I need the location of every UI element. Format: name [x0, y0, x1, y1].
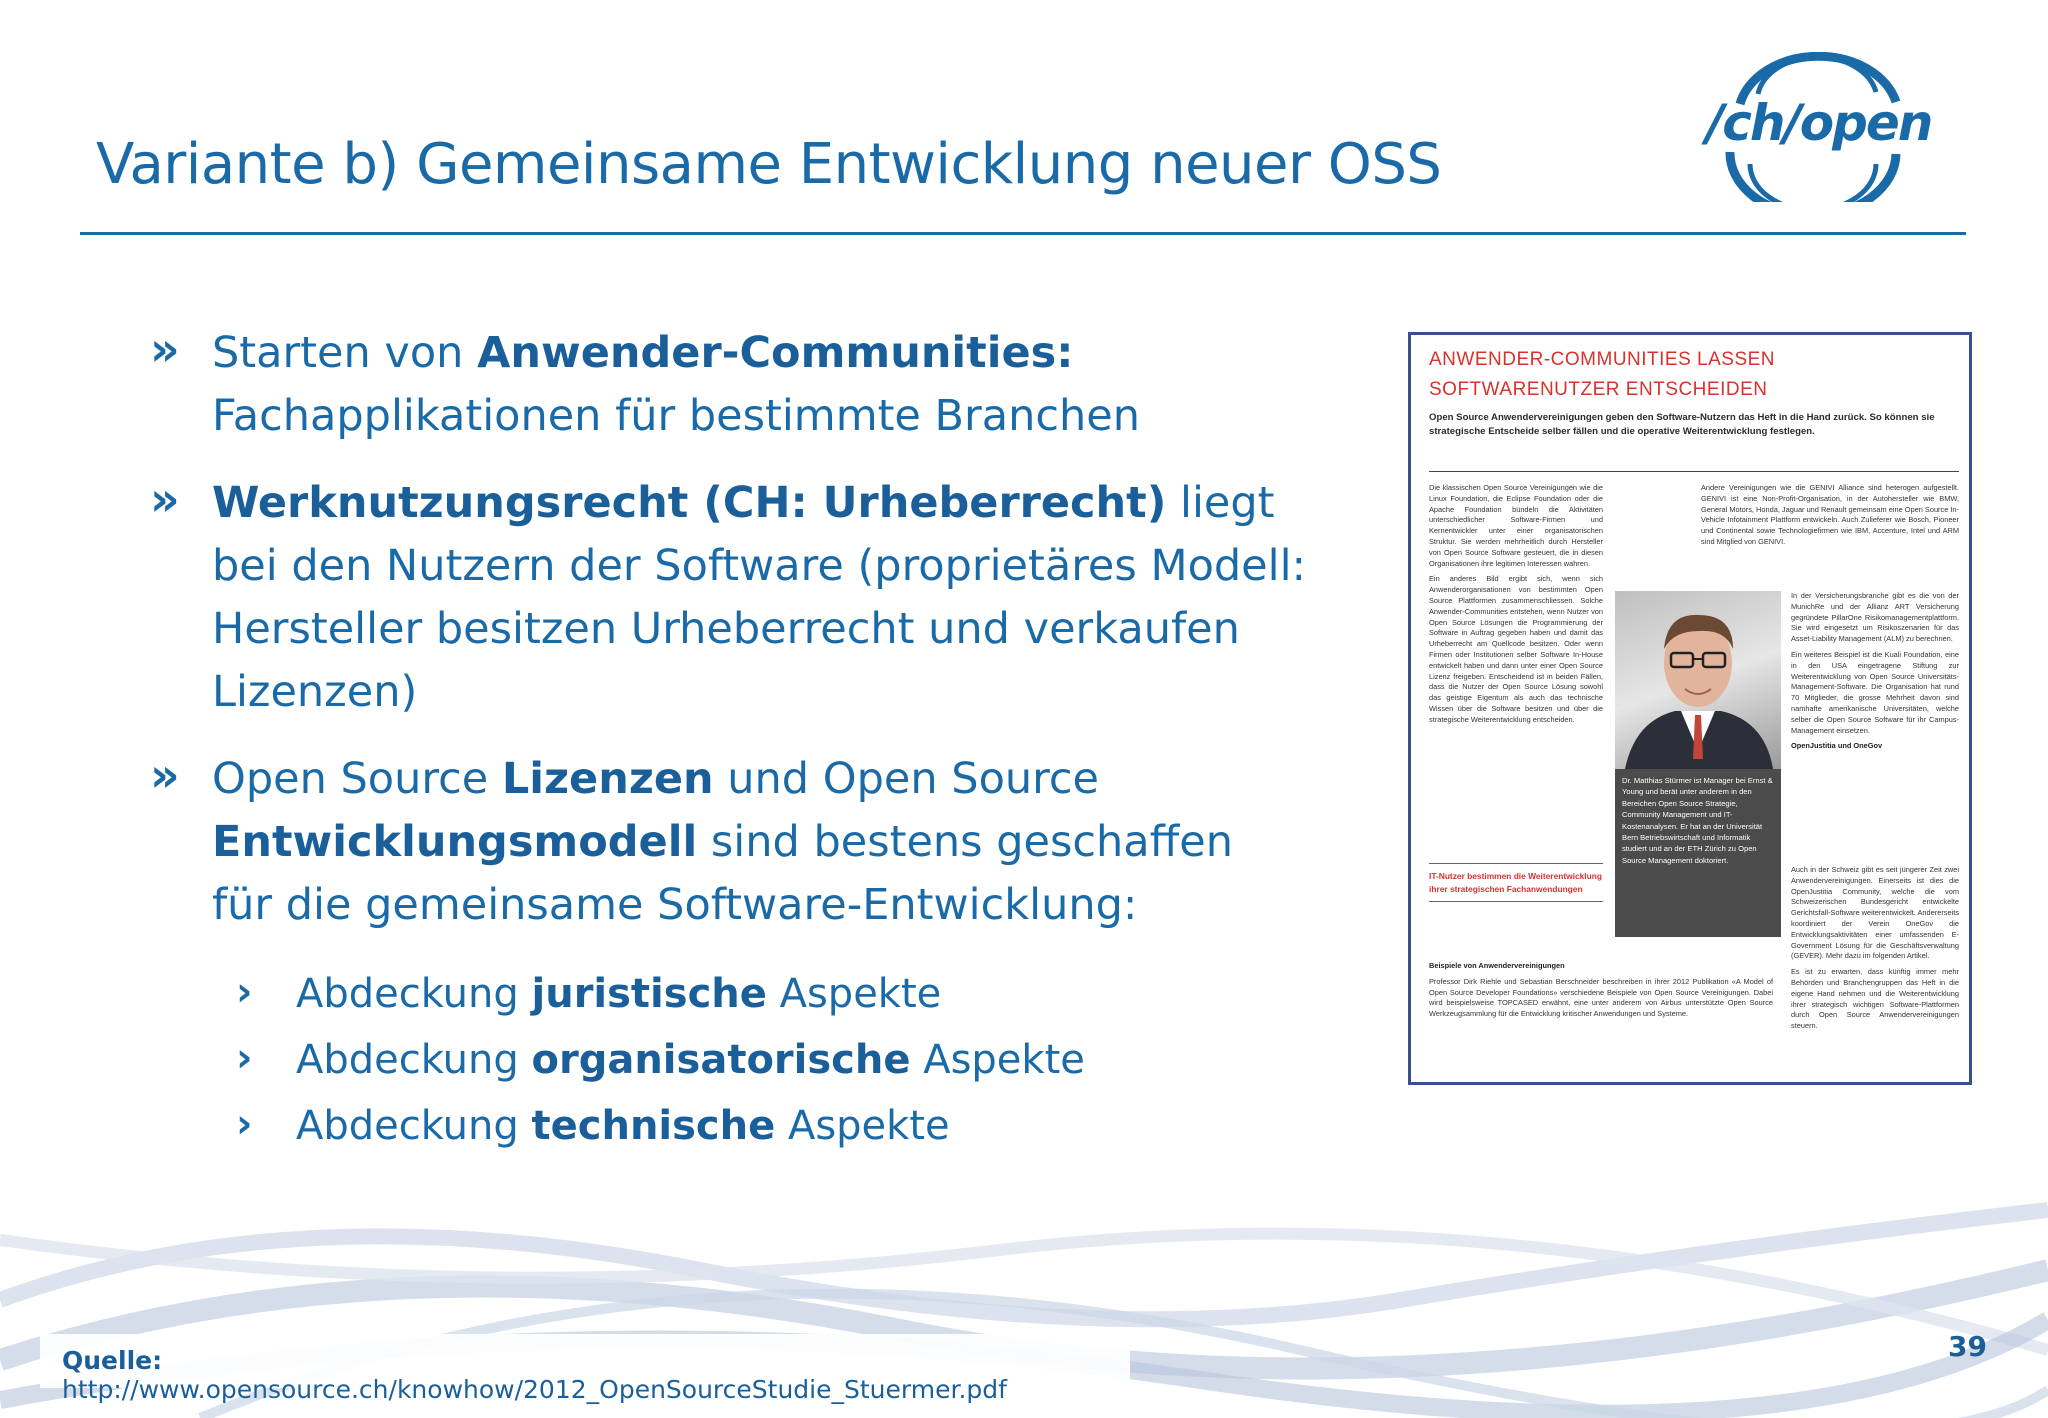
bullet-bold: Lizenzen	[501, 754, 714, 804]
sub-bullet-bold: technische	[531, 1103, 776, 1149]
bullet-marker: »	[150, 472, 180, 526]
article-paragraph: Professor Dirk Riehle und Sebastian Berschneider beschreiben in ihrer 2012 Publikation «A Model of Open Source Developer Foundations» verschiedene Beispiele von Open Source Vereinigungen. Dabei wird beispielsweise TOPCASED erwähnt, eine unter anderem von Airbus unterstützte Open Source Werkzeugsammlung für die Entwicklung kritischer Anwendungen und Systeme.	[1429, 976, 1773, 1019]
article-title-line: ANWENDER-COMMUNITIES LASSEN	[1429, 349, 1776, 370]
logo-text: /ch/open	[1706, 94, 1932, 152]
article-divider	[1429, 471, 1959, 472]
article-column-right-mid	[1791, 591, 1959, 757]
article-pull-quote: IT-Nutzer bestimmen die Weiterentwicklung ihrer strategischen Fachanwendungen	[1429, 863, 1603, 902]
portrait-photo	[1615, 591, 1781, 769]
sub-bullet-bold: juristische	[531, 971, 767, 1017]
bullet-marker: »	[150, 748, 180, 802]
article-paragraph: Die klassischen Open Source Vereinigungen wie die Linux Foundation, die Eclipse Foundation oder die Apache Foundation bündeln die Aktivitäten unterschiedlicher Software-Firmen und Kernentwickler unter einer organisatorischen Struktur. Sie werden mehrheitlich durch Hersteller von Open Source Software gesteuert, die in diesen Organisationen ihre legitimen Interessen wahren.	[1429, 483, 1603, 568]
bullet-item	[150, 748, 1290, 937]
sub-bullet-item	[150, 1027, 1350, 1093]
article-paragraph: Ein weiteres Beispiel ist die Kuali Foundation, eine in den USA eingetragene Stiftung zur Weiterentwicklung von Open Source Universitäts-Management-Software. Die Organisation hat rund 70 Mitglieder, die grosse Mehrheit davon sind namhafte amerikanische Universitäten, welche selber die Open Source Software für ihr Campus-Management einsetzen.	[1791, 649, 1959, 735]
bullet-list	[150, 322, 1350, 1159]
page-number: 39	[1948, 1330, 1987, 1363]
article-subheading: OpenJustitia und OneGov	[1791, 741, 1883, 751]
article-paragraph: Es ist zu erwarten, dass künftig immer mehr Behörden und Branchengruppen das Heft in die eigene Hand nehmen und die Weiterentwicklung ihrer strategisch wichtigen Software-Plattformen durch Open Source Anwendervereinigungen steuern.	[1791, 967, 1959, 1031]
bullet-bold: Anwender-Communities:	[477, 328, 1074, 378]
sub-bullet-marker: ›	[236, 969, 253, 1015]
article-title	[1429, 345, 1775, 405]
bullet-item	[150, 472, 1330, 724]
article-column-left-top	[1429, 483, 1603, 731]
article-column-right-bottom	[1791, 865, 1959, 1037]
bullet-text: Open Source	[212, 754, 502, 804]
article-paragraph: In der Versicherungsbranche gibt es die von der MunichRe und der Allianz ART Versicherung gegründete PillarOne Risikomanagementplattform. Sie wird eingesetzt um Risikoszenarien für das Asset-Liability Management (ALM) zu berechnen.	[1791, 591, 1959, 644]
article-column-left-bottom	[1429, 957, 1773, 1025]
source-link[interactable]: http://www.opensource.ch/knowhow/2012_OpenSourceStudie_Stuermer.pdf	[62, 1375, 1007, 1404]
bullet-text: liegt bei den Nutzern der Software (proprietäres Modell: Hersteller besitzen Urheberrecht und verkaufen Lizenzen)	[212, 478, 1307, 717]
sub-bullet-text: Abdeckung	[296, 1037, 532, 1083]
article-subheading: Beispiele von Anwendervereinigungen	[1429, 961, 1565, 970]
sub-bullet-text: Aspekte	[775, 1103, 950, 1149]
article-column-right-top	[1701, 483, 1959, 553]
sub-bullet-text: Abdeckung	[296, 971, 532, 1017]
article-lead: Open Source Anwendervereinigungen geben den Software-Nutzern das Heft in die Hand zurück. So können sie strategische Entscheide selber fällen und die operative Weiterentwicklung festlegen.	[1429, 412, 1935, 437]
sub-bullet-text: Aspekte	[766, 971, 942, 1017]
sub-bullet-marker: ›	[236, 1101, 253, 1147]
bullet-text: und Open Source	[713, 754, 1099, 804]
article-title-line: SOFTWARENUTZER ENTSCHEIDEN	[1429, 379, 1768, 400]
article-paragraph: Andere Vereinigungen wie die GENIVI Alliance sind heterogen aufgestellt. GENIVI ist eine Non-Profit-Organisation, in der Autohersteller wie BMW, General Motors, Honda, Jaguar und Renault gemeinsam eine Open Source In-Vehicle Infotainment Plattform entwickeln. Auch Zulieferer wie Bosch, Pioneer und Continental sowie Technologiefirmen wie IBM, Accenture, Intel und ARM sind Mitglied von GENIVI.	[1701, 483, 1959, 546]
bullet-text: Fachapplikationen für bestimmte Branchen	[212, 391, 1140, 441]
title-divider	[80, 232, 1966, 235]
sub-bullet-text: Aspekte	[910, 1037, 1085, 1083]
article-image	[1408, 332, 1972, 1085]
bullet-marker: »	[150, 322, 180, 376]
slide-title: Variante b) Gemeinsame Entwicklung neuer OSS	[96, 132, 1442, 197]
bullet-text: Starten von	[212, 328, 478, 378]
sub-bullet-marker: ›	[236, 1035, 253, 1081]
sub-bullet-item	[150, 961, 1350, 1027]
bullet-bold: Entwicklungsmodell	[212, 817, 698, 867]
bullet-item	[150, 322, 1350, 448]
article-paragraph: Auch in der Schweiz gibt es seit jüngerer Zeit zwei Anwendervereinigungen. Einerseits ist dies die OpenJustitia Community, welche die vom Schweizerischen Bundesgericht entwickelte Gerichtsfall-Software weiterentwickelt. Andererseits koordiniert der Verein OneGov die Entwicklungsaktivitäten einer umfassenden E-Government Lösung für die Geschäftsverwaltung (GEVER). Mehr dazu im folgenden Artikel.	[1791, 865, 1959, 961]
bullet-bold: Werknutzungsrecht (CH: Urheberrecht)	[212, 478, 1167, 528]
sub-bullet-text: Abdeckung	[296, 1103, 532, 1149]
sub-bullet-bold: organisatorische	[531, 1037, 911, 1083]
bullet-text: sind bestens geschaffen für die gemeinsame Software-Entwicklung:	[212, 817, 1233, 930]
source-label: Quelle:	[62, 1346, 163, 1375]
portrait-icon	[1615, 591, 1781, 769]
article-paragraph: Ein anderes Bild ergibt sich, wenn sich Anwenderorganisationen von bestimmten Open Source Plattformen zusammenschliessen. Solche Anwender-Communities entstehen, wenn Nutzer von Open Source Lösungen die Programmierung der Software in Auftrag gegeben haben und damit das Urheberrecht am Quellcode besitzen. Oder wenn Firmen oder Institutionen selber Software In-House entwickelt haben und dann unter einer Open Source Lizenz freigeben. Entscheidend ist in beiden Fällen, dass die Nutzer der Open Source Lösung sowohl das geistige Eigentum als auch das technische Wissen über die Software besitzen und über die strategische Weiterentwicklung entscheiden.	[1429, 574, 1603, 724]
portrait-caption: Dr. Matthias Stürmer ist Manager bei Ernst & Young und berät unter anderem in den Bereichen Open Source Strategie, Community Management und IT-Kostenanalysen. Er hat an der Universität Bern Betriebswirtschaft und Informatik studiert und an der ETH Zürich zu Open Source Management doktoriert.	[1615, 769, 1781, 937]
source-citation	[40, 1334, 1130, 1404]
